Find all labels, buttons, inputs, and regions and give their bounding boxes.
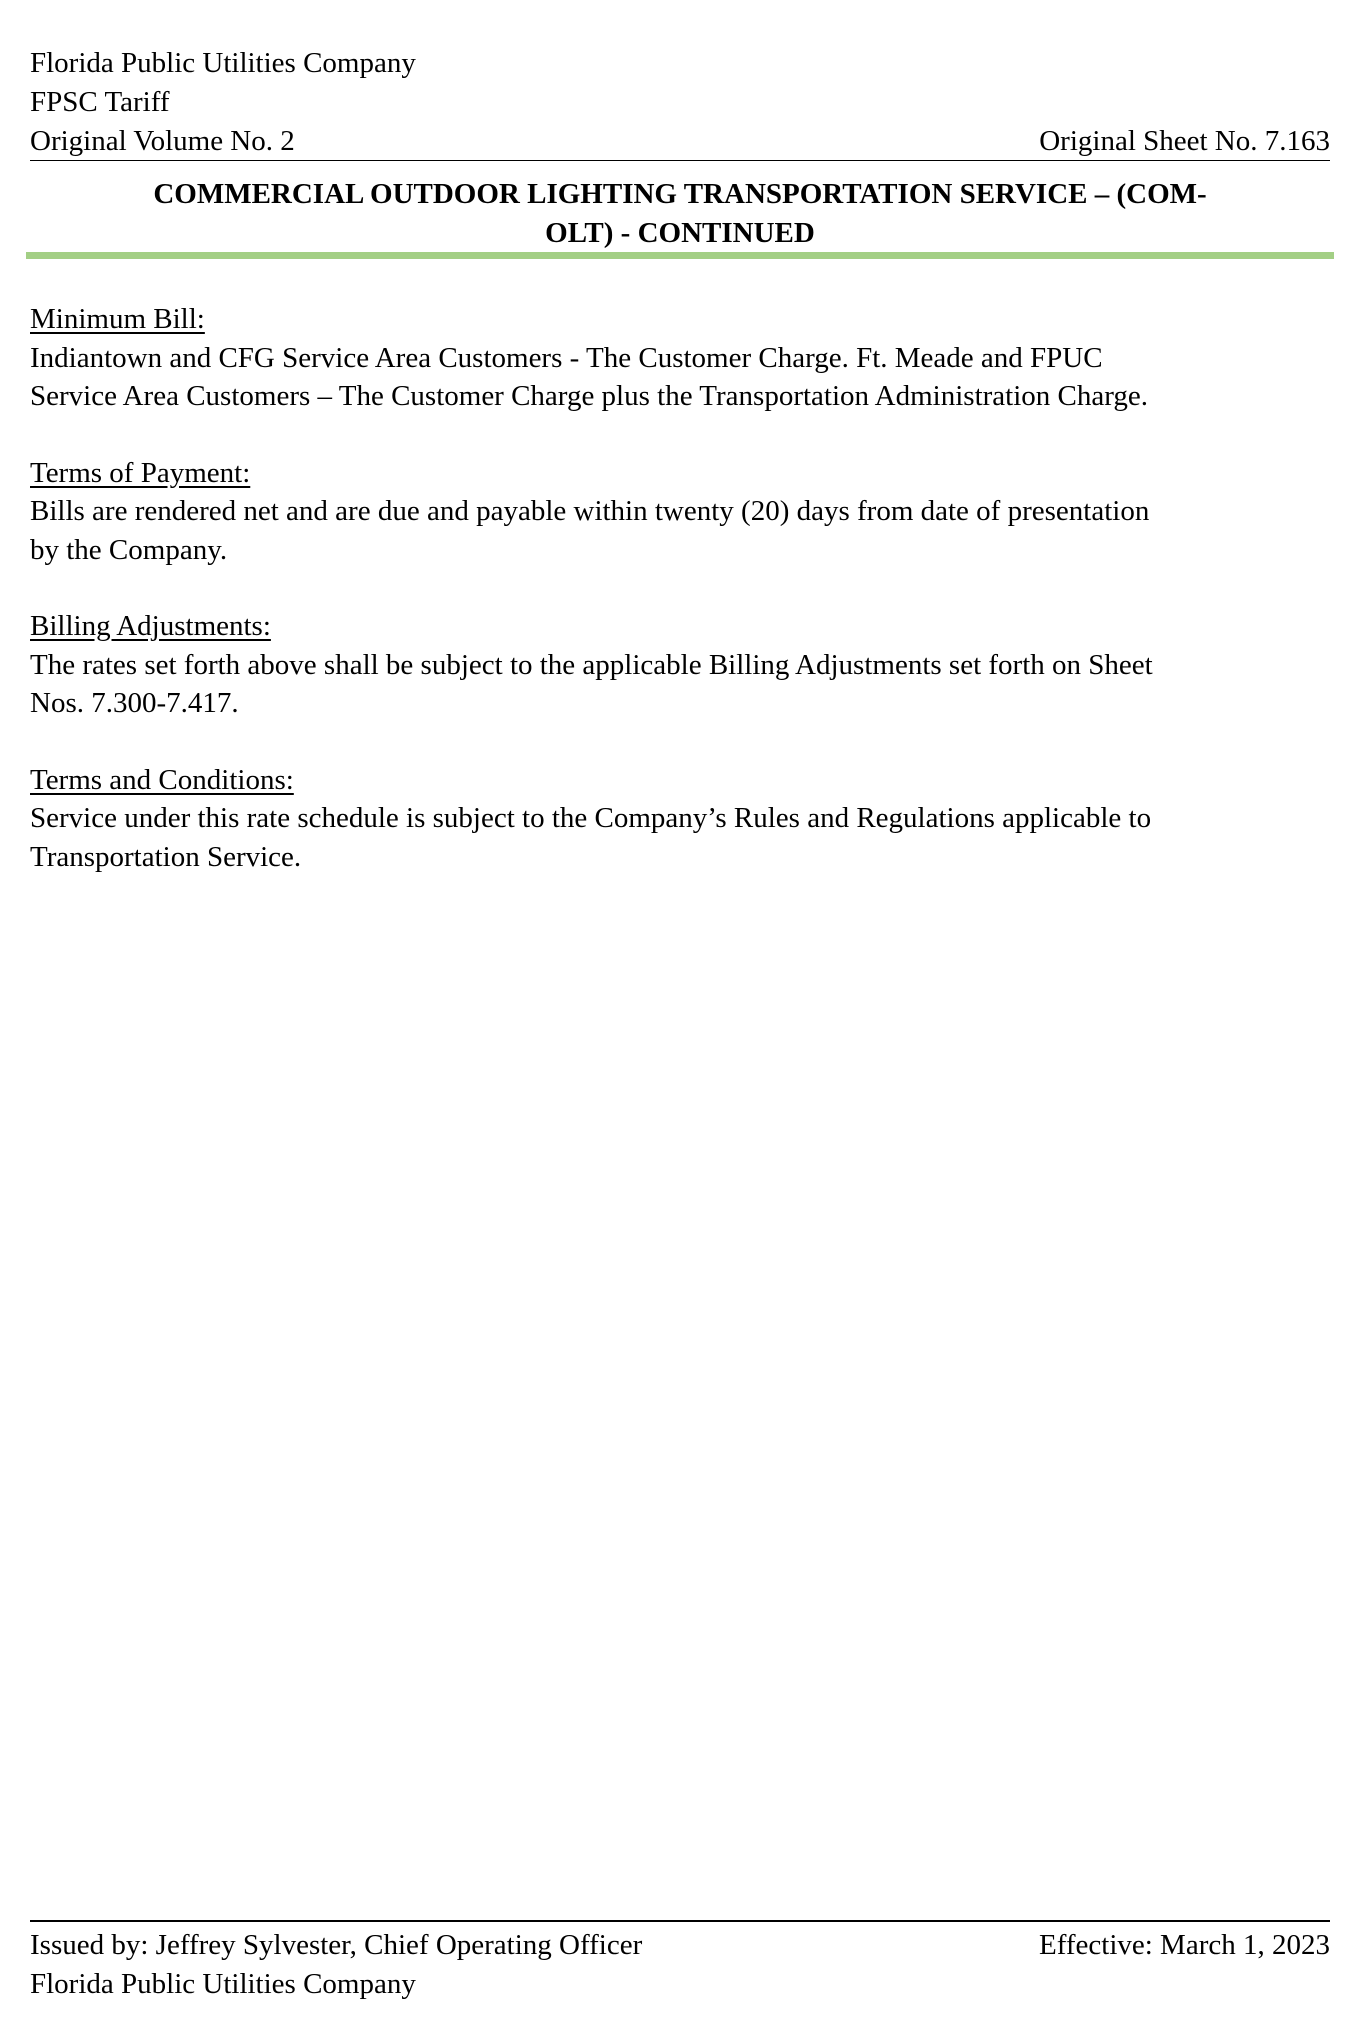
header-company: Florida Public Utilities Company xyxy=(30,47,416,79)
header-volume: Original Volume No. 2 xyxy=(30,125,295,157)
document-header xyxy=(30,44,1330,161)
footer-issued-by: Issued by: Jeffrey Sylvester, Chief Operating Officer xyxy=(30,1929,643,1961)
title-line-2: OLT) - CONTINUED xyxy=(545,217,815,249)
footer-effective-date: Effective: March 1, 2023 xyxy=(1039,1929,1330,1961)
footer-issued-row xyxy=(30,1926,1330,1965)
document-body xyxy=(30,300,1330,914)
section-heading: Billing Adjustments: xyxy=(30,610,271,642)
section-text-line: by the Company. xyxy=(30,533,228,566)
section-text-line: Indiantown and CFG Service Area Customers - The Customer Charge. Ft. Meade and FPUC xyxy=(30,341,1103,374)
header-sheet-number: Original Sheet No. 7.163 xyxy=(1039,125,1330,157)
title-line-1: COMMERCIAL OUTDOOR LIGHTING TRANSPORTATION SERVICE – (COM- xyxy=(153,178,1207,210)
section-minimum-bill xyxy=(30,300,1330,416)
footer-divider xyxy=(30,1920,1330,1922)
section-billing-adjustments xyxy=(30,607,1330,723)
page-title xyxy=(30,175,1330,253)
section-heading: Minimum Bill: xyxy=(30,303,205,335)
header-volume-row xyxy=(30,122,1330,161)
section-text-line: Nos. 7.300-7.417. xyxy=(30,687,239,719)
section-text-line: Bills are rendered net and are due and payable within twenty (20) days from date of presentation xyxy=(30,495,1150,527)
section-text-line: The rates set forth above shall be subject to the applicable Billing Adjustments set forth on Sheet xyxy=(30,648,1153,681)
document-footer xyxy=(30,1926,1330,2003)
section-terms-of-payment xyxy=(30,454,1330,570)
section-heading: Terms and Conditions: xyxy=(30,763,294,796)
header-tariff: FPSC Tariff xyxy=(30,86,170,118)
section-terms-and-conditions xyxy=(30,761,1330,877)
section-text-line: Transportation Service. xyxy=(30,840,302,873)
section-text-line: Service under this rate schedule is subject to the Company’s Rules and Regulations applicable to xyxy=(30,802,1152,834)
section-heading: Terms of Payment: xyxy=(30,456,251,489)
footer-company: Florida Public Utilities Company xyxy=(30,1967,416,2000)
section-text-line: Service Area Customers – The Customer Charge plus the Transportation Administration Charge. xyxy=(30,380,1148,412)
header-divider xyxy=(30,160,1330,161)
title-divider xyxy=(26,252,1334,259)
tariff-page xyxy=(30,0,1330,2026)
